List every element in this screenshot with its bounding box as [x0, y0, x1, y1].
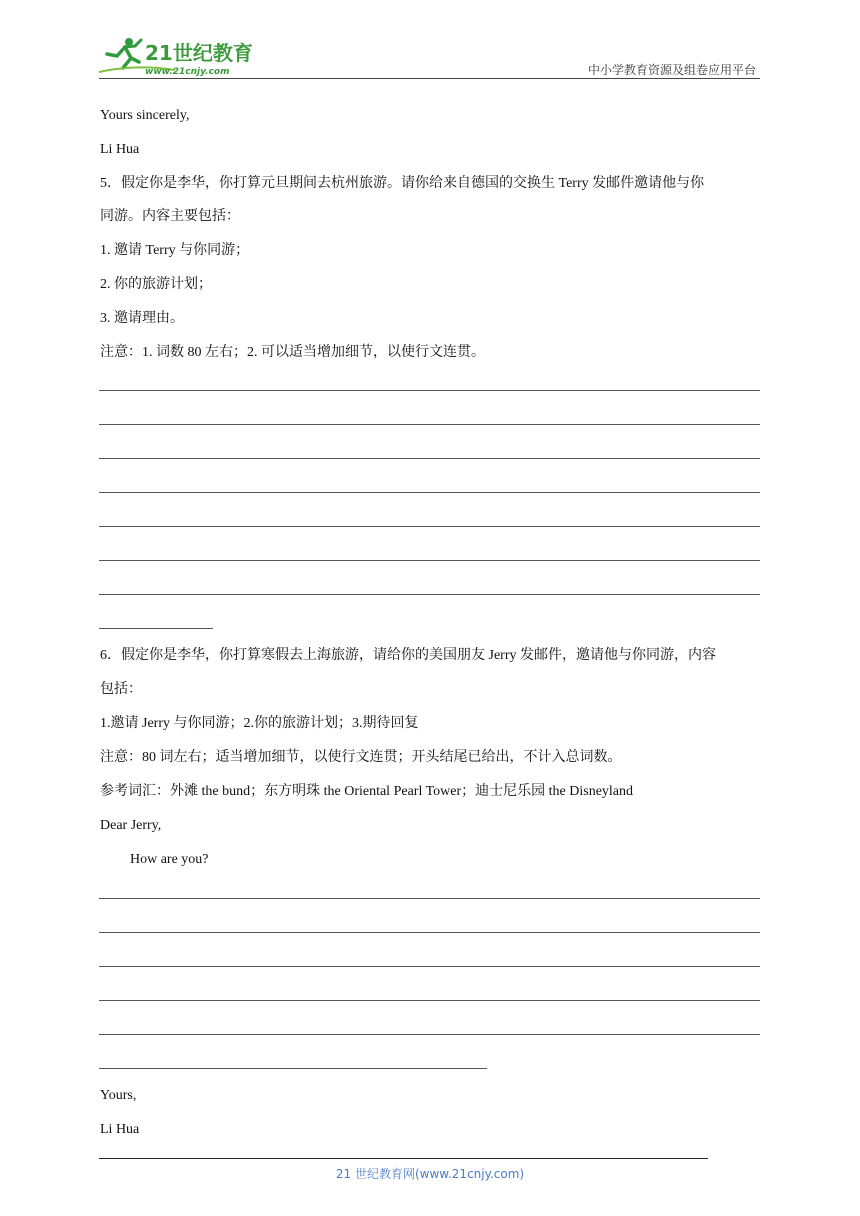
answer-line[interactable]	[99, 1034, 760, 1035]
footer-site-link[interactable]: 21 世纪教育网(www.21cnjy.com)	[335, 1167, 525, 1181]
page-header	[0, 0, 860, 80]
answer-line[interactable]	[99, 1068, 487, 1069]
question-6-points: 1.邀请 Jerry 与你同游；2.你的旅游计划；3.期待回复	[100, 716, 419, 731]
question-6-text-cont: 包括：	[100, 682, 142, 697]
question-5-point-3: 3. 邀请理由。	[100, 311, 184, 326]
answer-line[interactable]	[99, 526, 760, 527]
svg-text:21世纪教育: 21世纪教育	[145, 41, 253, 65]
answer-line[interactable]	[99, 594, 760, 595]
letter-greeting: Dear Jerry,	[100, 818, 162, 833]
runner-logo-icon	[95, 34, 260, 78]
answer-line[interactable]	[99, 492, 760, 493]
signature-text: Li Hua	[100, 142, 140, 157]
question-5-point-2: 2. 你的旅游计划；	[100, 277, 212, 292]
question-6-text: 6．假定你是李华，你打算寒假去上海旅游，请给你的美国朋友 Jerry 发邮件，邀请他与你同游，内容	[100, 648, 716, 663]
platform-name: 中小学教育资源及组卷应用平台	[587, 63, 756, 77]
svg-text:www.21cnjy.com: www.21cnjy.com	[145, 67, 230, 77]
answer-line[interactable]	[99, 458, 760, 459]
letter-opening: How are you?	[130, 852, 209, 867]
answer-line[interactable]	[99, 1000, 760, 1001]
answer-line[interactable]	[99, 560, 760, 561]
header-divider	[99, 78, 760, 79]
answer-line[interactable]	[99, 932, 760, 933]
question-5-text-cont: 同游。内容主要包括：	[100, 209, 240, 224]
question-5-point-1: 1. 邀请 Terry 与你同游；	[100, 243, 250, 258]
answer-line[interactable]	[99, 898, 760, 899]
question-6-note: 注意：80 词左右；适当增加细节，以使行文连贯；开头结尾已给出，不计入总词数。	[100, 750, 622, 765]
answer-line[interactable]	[99, 390, 760, 391]
answer-line[interactable]	[99, 628, 213, 629]
question-5-text: 5．假定你是李华，你打算元旦期间去杭州旅游。请你给来自德国的交换生 Terry 发邮件邀请他与你	[100, 176, 705, 191]
answer-line[interactable]	[99, 424, 760, 425]
letter-closing: Yours,	[100, 1088, 137, 1103]
closing-text: Yours sincerely,	[100, 108, 190, 123]
question-5-note: 注意：1. 词数 80 左右；2. 可以适当增加细节，以使行文连贯。	[100, 345, 485, 360]
answer-line[interactable]	[99, 966, 760, 967]
footer-divider	[99, 1158, 708, 1159]
site-logo	[95, 34, 260, 78]
question-6-vocabulary: 参考词汇：外滩 the bund；东方明珠 the Oriental Pearl Tower；迪士尼乐园 the Disneyland	[100, 784, 634, 799]
letter-signature: Li Hua	[100, 1122, 140, 1137]
